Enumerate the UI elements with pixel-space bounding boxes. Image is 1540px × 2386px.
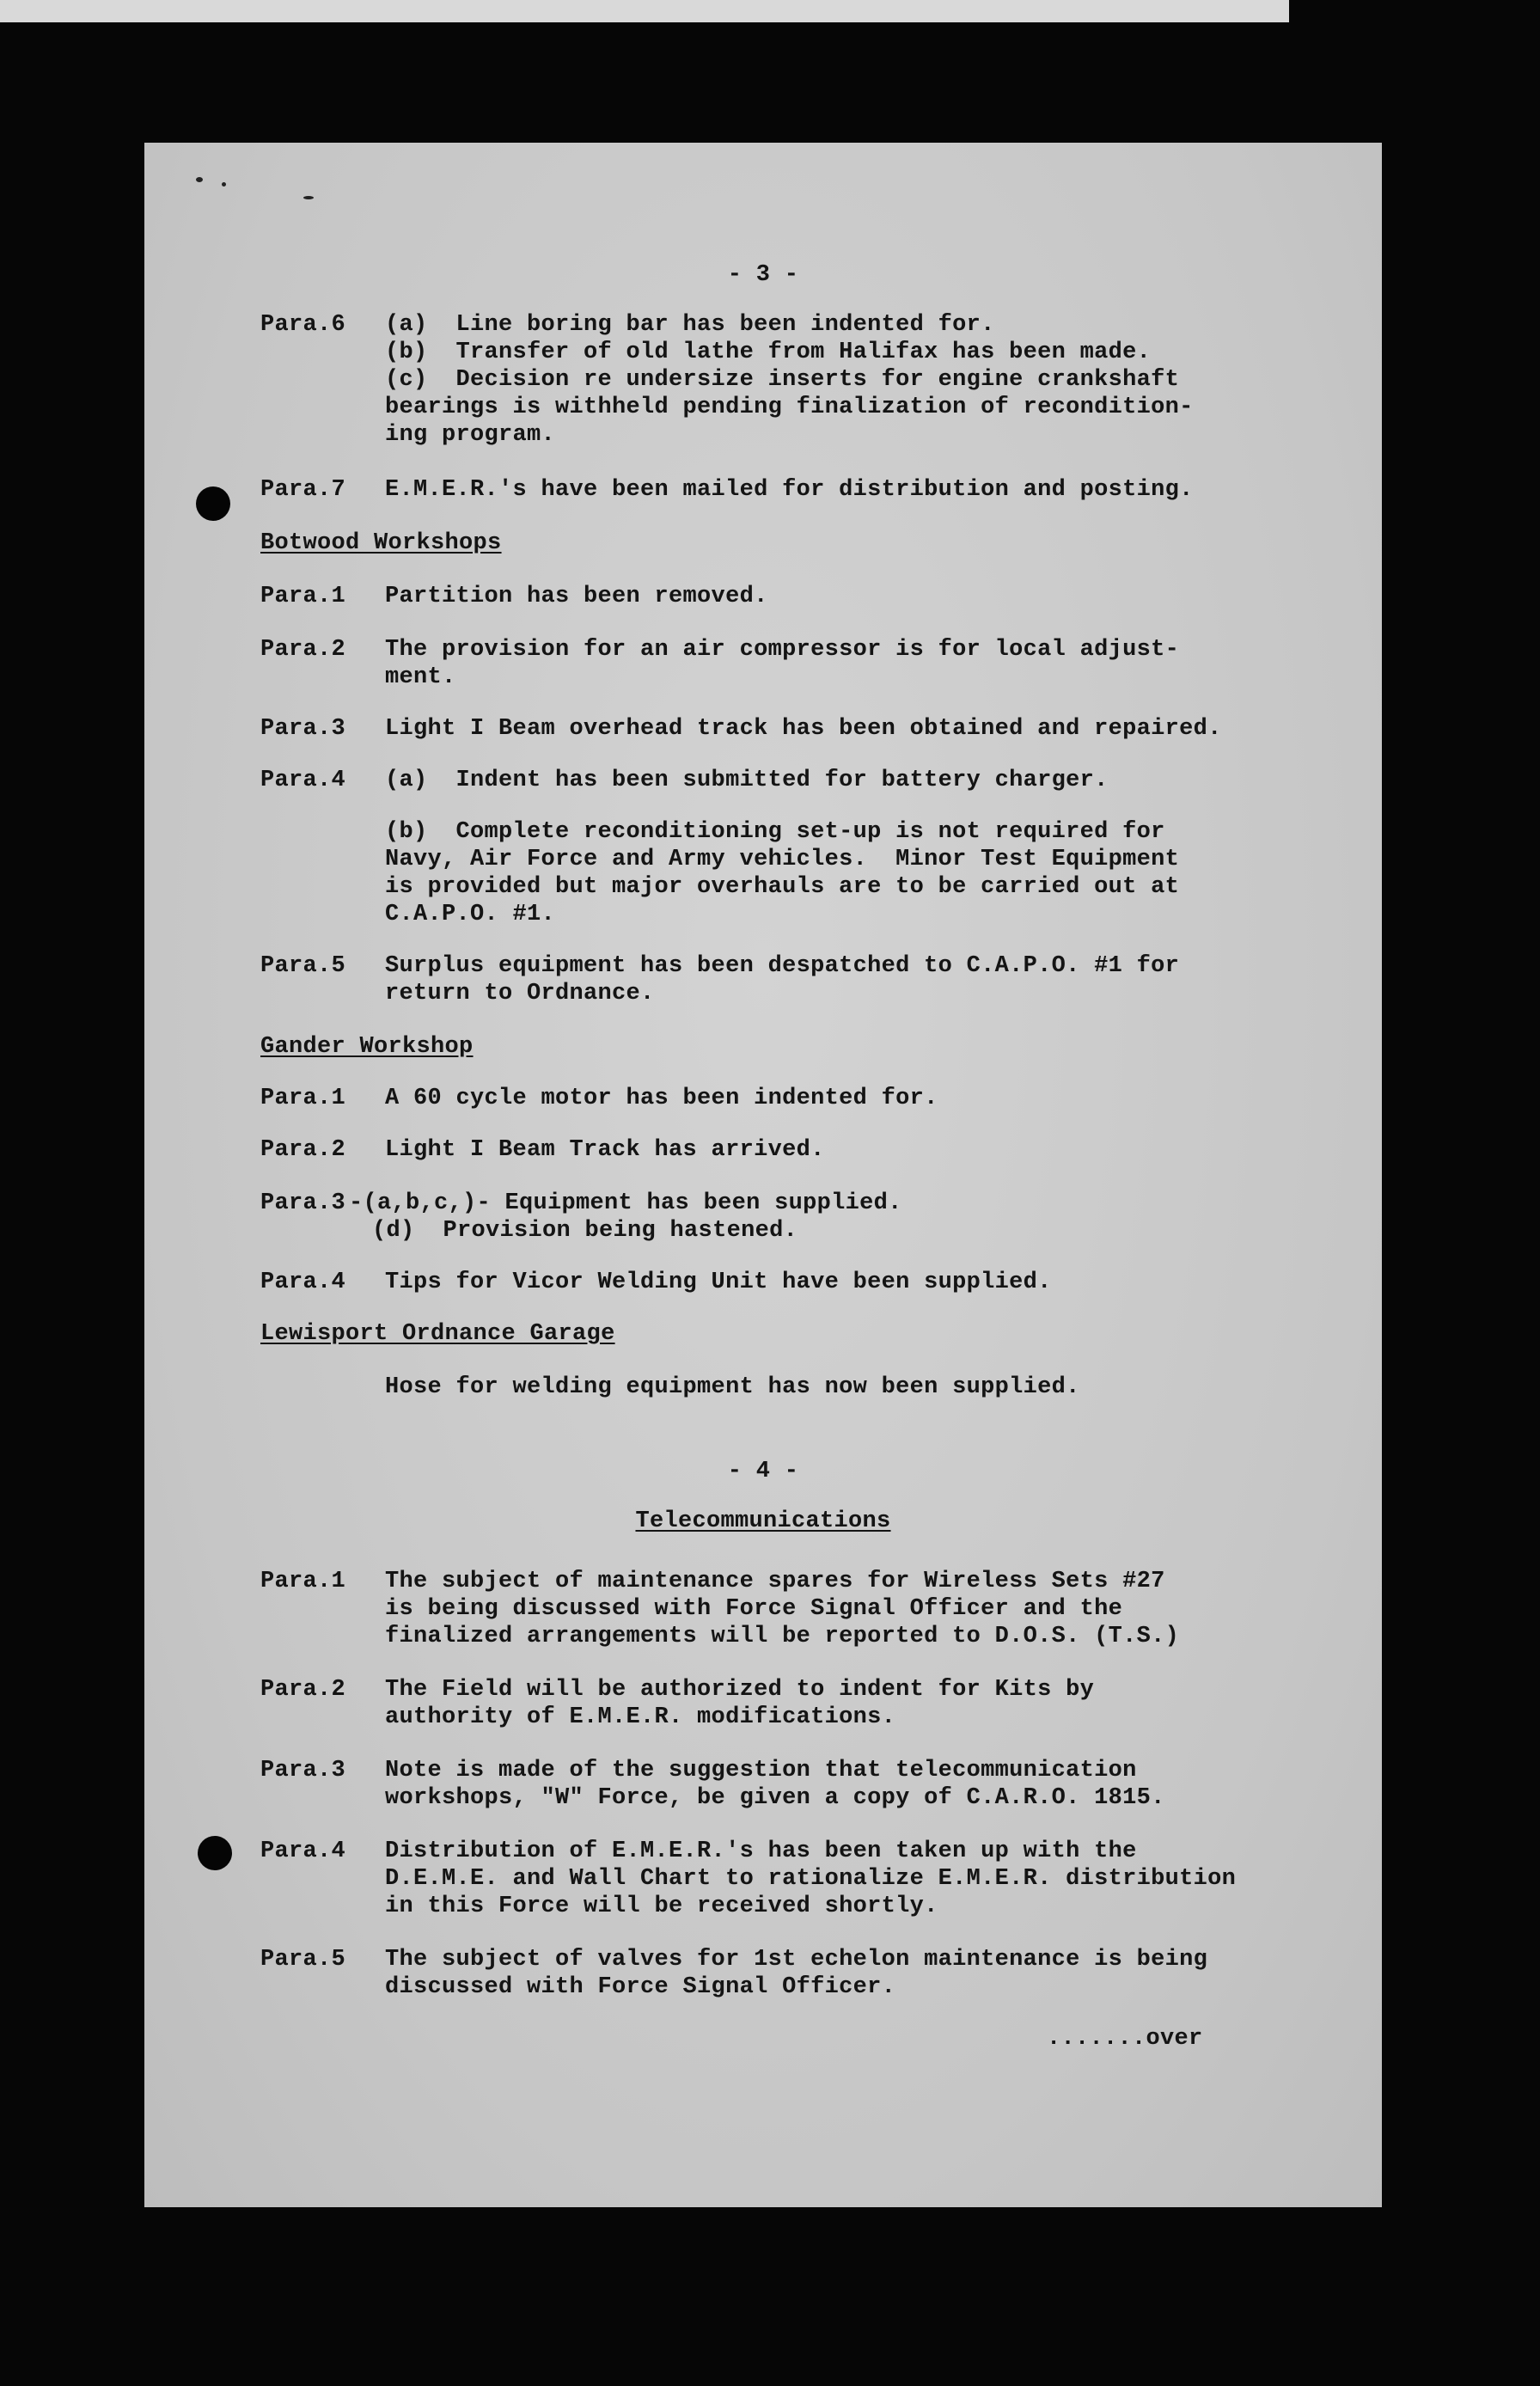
botwood-para4-b1: (b) Complete reconditioning set-up is not required for — [385, 819, 1165, 845]
telecom-para1-line2: is being discussed with Force Signal Officer and the — [385, 1596, 1123, 1622]
botwood-para5-label: Para.5 — [260, 953, 346, 979]
telecom-para4-line3: in this Force will be received shortly. — [385, 1894, 938, 1919]
telecom-para2-line2: authority of E.M.E.R. modifications. — [385, 1704, 896, 1730]
punch-hole-bottom — [198, 1836, 232, 1870]
telecom-para2-line1: The Field will be authorized to indent for Kits by — [385, 1677, 1095, 1703]
gander-para3-label: Para.3 — [260, 1190, 346, 1216]
telecom-para4-label: Para.4 — [260, 1838, 346, 1864]
gander-para3-line2: (d) Provision being hastened. — [372, 1218, 798, 1244]
punch-hole-top — [196, 486, 230, 521]
telecom-para5-line2: discussed with Force Signal Officer. — [385, 1974, 896, 2000]
botwood-para4-b2: Navy, Air Force and Army vehicles. Minor Test Equipment — [385, 847, 1180, 872]
botwood-para4-label: Para.4 — [260, 768, 346, 793]
telecom-para3-line2: workshops, "W" Force, be given a copy of C.A.R.O. 1815. — [385, 1785, 1165, 1811]
telecom-para5-line1: The subject of valves for 1st echelon maintenance is being — [385, 1947, 1208, 1973]
telecom-para1-line1: The subject of maintenance spares for Wireless Sets #27 — [385, 1569, 1165, 1594]
para6-a: (a) Line boring bar has been indented for. — [385, 312, 995, 338]
gander-para4-label: Para.4 — [260, 1269, 346, 1295]
para7-label: Para.7 — [260, 477, 346, 503]
para6-label: Para.6 — [260, 312, 346, 338]
lewisport-heading: Lewisport Ordnance Garage — [260, 1321, 615, 1347]
gander-para4-text: Tips for Vicor Welding Unit have been supplied. — [385, 1269, 1052, 1295]
over-continuation: .......over — [1047, 2026, 1203, 2052]
telecom-para3-label: Para.3 — [260, 1758, 346, 1783]
botwood-para4-a: (a) Indent has been submitted for battery charger. — [385, 768, 1109, 793]
botwood-para1-text: Partition has been removed. — [385, 584, 768, 609]
botwood-para5-line2: return to Ordnance. — [385, 981, 655, 1006]
speck-mark — [303, 196, 314, 199]
gander-para1-text: A 60 cycle motor has been indented for. — [385, 1086, 938, 1111]
telecom-para2-label: Para.2 — [260, 1677, 346, 1703]
para7-text: E.M.E.R.'s have been mailed for distribution and posting. — [385, 477, 1194, 503]
telecom-para3-line1: Note is made of the suggestion that telecommunication — [385, 1758, 1137, 1783]
botwood-para2-line1: The provision for an air compressor is for local adjust- — [385, 637, 1180, 663]
gander-para2-text: Light I Beam Track has arrived. — [385, 1137, 825, 1163]
telecom-para1-label: Para.1 — [260, 1569, 346, 1594]
gander-heading: Gander Workshop — [260, 1034, 474, 1060]
lewisport-text: Hose for welding equipment has now been supplied. — [385, 1374, 1080, 1400]
botwood-para3-text: Light I Beam overhead track has been obtained and repaired. — [385, 716, 1222, 742]
speck-mark — [222, 182, 226, 187]
telecom-para4-line2: D.E.M.E. and Wall Chart to rationalize E.M.E.R. distribution — [385, 1866, 1237, 1892]
telecom-para1-line3: finalized arrangements will be reported to D.O.S. (T.S.) — [385, 1624, 1180, 1649]
botwood-para4-b3: is provided but major overhauls are to be carried out at — [385, 874, 1180, 900]
para6-c3: ing program. — [385, 422, 556, 448]
para6-c1: (c) Decision re undersize inserts for engine crankshaft — [385, 367, 1180, 393]
botwood-para4-b4: C.A.P.O. #1. — [385, 902, 556, 927]
botwood-para2-line2: ment. — [385, 664, 456, 690]
botwood-heading: Botwood Workshops — [260, 530, 502, 556]
botwood-para5-line1: Surplus equipment has been despatched to C.A.P.O. #1 for — [385, 953, 1180, 979]
telecom-para4-line1: Distribution of E.M.E.R.'s has been taken up with the — [385, 1838, 1137, 1864]
botwood-para3-label: Para.3 — [260, 716, 346, 742]
botwood-para1-label: Para.1 — [260, 584, 346, 609]
page-number-4: - 4 - — [727, 1459, 799, 1484]
page-number-3: - 3 - — [727, 262, 799, 288]
gander-para3-line1: -(a,b,c,)- Equipment has been supplied. — [349, 1190, 902, 1216]
gander-para2-label: Para.2 — [260, 1137, 346, 1163]
telecom-para5-label: Para.5 — [260, 1947, 346, 1973]
document-page — [144, 143, 1382, 2207]
botwood-para2-label: Para.2 — [260, 637, 346, 663]
para6-c2: bearings is withheld pending finalization of recondition- — [385, 395, 1194, 420]
top-film-strip — [0, 0, 1289, 22]
telecom-heading: Telecommunications — [635, 1508, 891, 1534]
gander-para1-label: Para.1 — [260, 1086, 346, 1111]
speck-mark — [196, 177, 203, 182]
para6-b: (b) Transfer of old lathe from Halifax has been made. — [385, 340, 1152, 365]
